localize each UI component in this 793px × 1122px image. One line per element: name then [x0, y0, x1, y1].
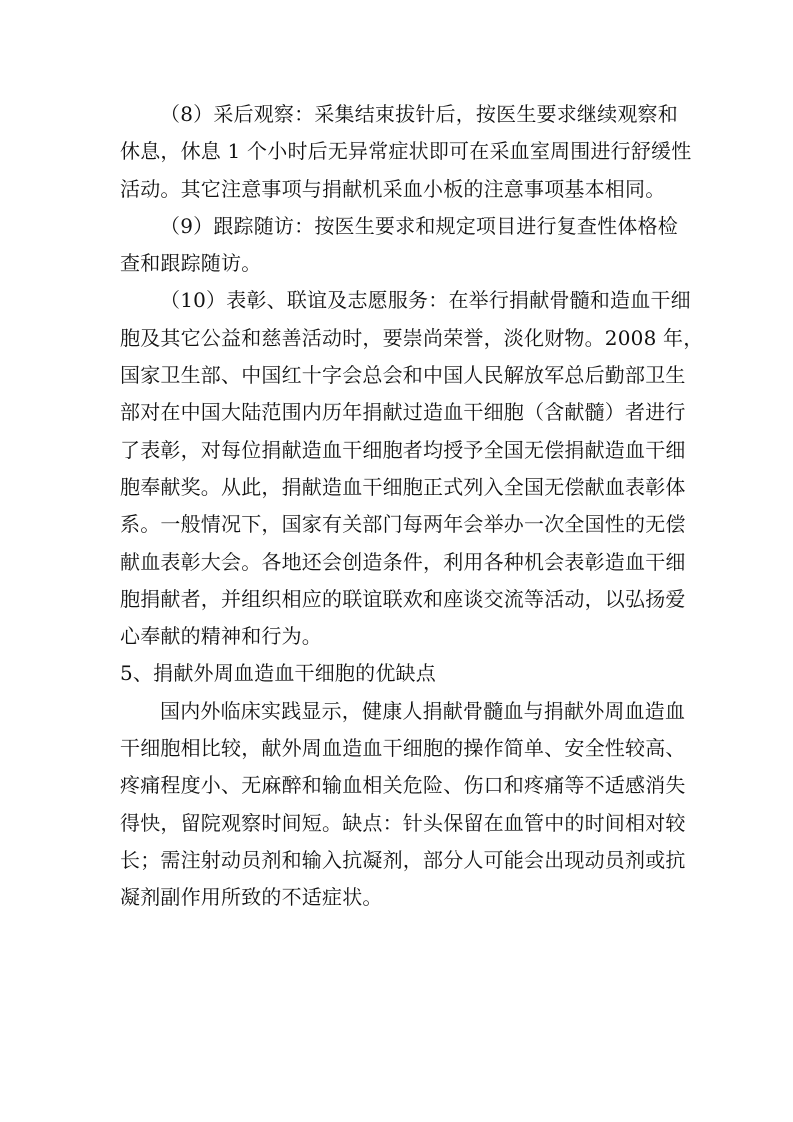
paragraph-8-line-1: （8）采后观察：采集结束拔针后，按医生要求继续观察和: [160, 102, 678, 126]
paragraph-10-line-7: 系。一般情况下，国家有关部门每两年会举办一次全国性的无偿: [120, 512, 686, 537]
paragraph-9-line-2: 查和跟踪随访。: [120, 251, 262, 276]
paragraph-11-line-3: 疼痛程度小、无麻醉和输血相关危险、伤口和疼痛等不适感消失: [120, 773, 686, 798]
paragraph-11-line-4: 得快，留院观察时间短。缺点：针头保留在血管中的时间相对较: [120, 810, 686, 835]
paragraph-9-line-1: （9）跟踪随访：按医生要求和规定项目进行复查性体格检: [160, 213, 678, 238]
paragraph-11-line-2: 干细胞相比较，献外周血造血干细胞的操作简单、安全性较高、: [120, 736, 686, 761]
document-body: [120, 96, 704, 917]
paragraph-10-line-3: 国家卫生部、中国红十字会总会和中国人民解放军总后勤部卫生: [120, 363, 686, 388]
paragraph-10-line-9: 胞捐献者，并组织相应的联谊联欢和座谈交流等活动，以弘扬爱: [120, 586, 686, 611]
paragraph-10-line-4: 部对在中国大陆范围内历年捐献过造血干细胞（含献髓）者进行: [120, 400, 686, 425]
paragraph-10-line-6: 胞奉献奖。从此，捐献造血干细胞正式列入全国无偿献血表彰体: [120, 474, 686, 499]
paragraph-11-line-1: 国内外临床实践显示，健康人捐献骨髓血与捐献外周血造血: [160, 698, 686, 723]
paragraph-8-line-2: 休息，休息 1 个小时后无异常症状即可在采血室周围进行舒缓性: [120, 139, 692, 164]
paragraph-10-line-2: 胞及其它公益和慈善活动时，要崇尚荣誉，淡化财物。2008 年，: [120, 325, 704, 350]
paragraph-10-line-5: 了表彰，对每位捐献造血干细胞者均授予全国无偿捐献造血干细: [120, 437, 686, 462]
paragraph-11-line-5: 长；需注射动员剂和输入抗凝剂，部分人可能会出现动员剂或抗: [120, 847, 686, 872]
paragraph-10-line-1: （10）表彰、联谊及志愿服务：在举行捐献骨髓和造血干细: [160, 288, 691, 313]
section-heading-5: 5、捐献外周血造血干细胞的优缺点: [120, 661, 436, 686]
paragraph-10-line-10: 心奉献的精神和行为。: [120, 624, 322, 649]
paragraph-8-line-3: 活动。其它注意事项与捐献机采血小板的注意事项基本相同。: [120, 176, 666, 201]
paragraph-10-line-8: 献血表彰大会。各地还会创造条件，利用各种机会表彰造血干细: [120, 549, 686, 574]
paragraph-11-line-6: 凝剂副作用所致的不适症状。: [120, 885, 383, 910]
